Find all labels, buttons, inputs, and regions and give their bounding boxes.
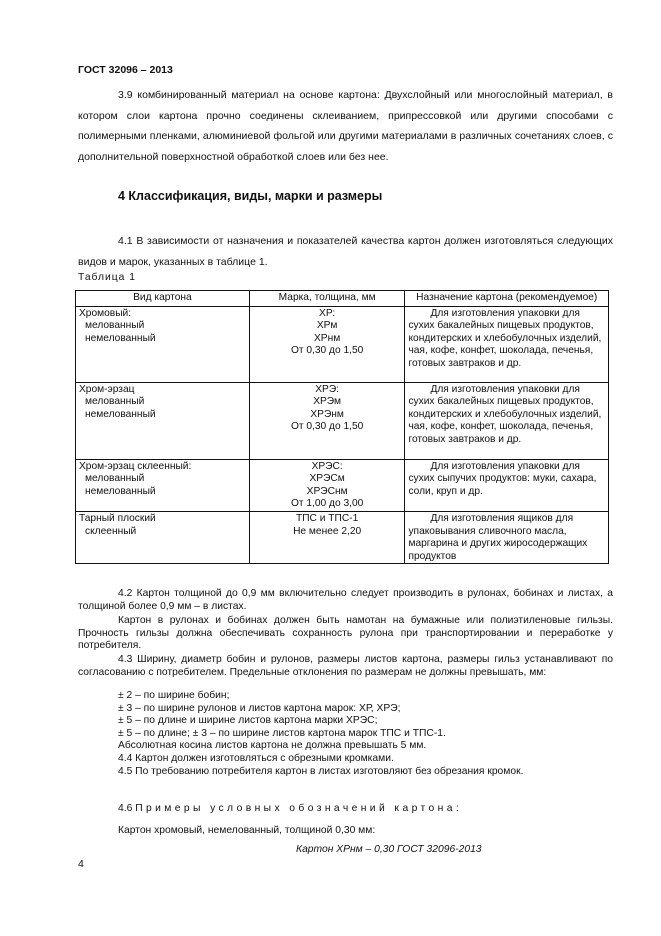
document-header: ГОСТ 32096 – 2013 [78,64,173,76]
tolerance-item: ± 5 – по длине и ширине листов картона марки ХРЭС; [118,715,378,727]
kind-subtype: мелованный [85,320,145,332]
mark-value: ХРЭм [313,396,342,408]
paragraph-3-9-text: комбинированный материал на основе картона: Двухслойный или многослойный материал, в котором слои картона прочно соединены склеиванием, припрессовкой или другими способами с полимерными пленками, алюминиевой фольгой или другими материалами в различных сочетаниях слоев, с дополнительной поверхностной обработкой слоев или без нее. [78,89,613,163]
cell-kind [76,306,250,382]
cell-purpose [405,459,609,511]
cell-kind [76,382,250,459]
cell-purpose [405,511,609,563]
cell-mark [249,306,405,382]
cell-purpose [405,306,609,382]
examples-label: Примеры условных обозначений картона: [135,803,463,814]
cell-mark [249,382,405,459]
purpose-text: Для изготовления упаковки для сухих бакалейных пищевых продуктов, кондитерских и хлебобулочных изделий, чая, кофе, конфет, шоколада, печенья, готовых завтраков и др. [408,307,602,369]
kind-name: Хром-эрзац [79,383,135,395]
paragraph-4-5: 4.5 По требованию потребителя картон в листах изготовляют без обрезания кромок. [118,765,524,777]
kind-name: Хром-эрзац склеенный: [79,460,192,472]
mark-value: ХРЭС: [311,460,343,472]
tolerance-item: ± 3 – по ширине рулонов и листов картона марок: ХР, ХРЭ; [118,702,401,714]
table-caption: Таблица 1 [78,272,136,283]
paragraph-4-2-continued: Картон в рулонах и бобинах должен быть намотан на бумажные или полиэтиленовые гильзы. Прочность гильзы должна обеспечивать сохранность рулона при транспортировании и переработке у потребителя. [78,615,613,652]
kind-subtype: немелованный [85,408,156,420]
mark-value: ТПС и ТПС-1 [296,512,359,524]
column-header-kind: Вид картона [76,291,250,307]
paragraph-4-6-number: 4.6 [118,803,133,814]
thickness-range: Не менее 2,20 [293,525,362,537]
thickness-range: От 0,30 до 1,50 [290,421,364,433]
kind-name: Тарный плоский [79,512,156,524]
purpose-text: Для изготовления упаковки для сухих бакалейных пищевых продуктов, кондитерских и хлебобулочных изделий, чая, кофе, конфет, шоколада, печенья, готовых завтраков и др. [408,383,602,445]
paragraph-4-6 [118,803,462,814]
thickness-range: От 0,30 до 1,50 [290,345,364,357]
purpose-text: Для изготовления упаковки для сухих сыпучих продуктов: муки, сахара, соли, круп и др. [408,460,597,497]
cell-mark [249,511,405,563]
paragraph-3-9-number: 3.9 [118,89,133,101]
thickness-range: От 1,00 до 3,00 [290,498,364,510]
paragraph-3-9 [78,85,613,167]
tolerance-item: ± 5 – по длине; ± 3 – по ширине листов картона марок ТПС и ТПС-1. [118,727,446,739]
classification-table [75,290,609,564]
page-number: 4 [78,858,84,870]
tolerance-item: ± 2 – по ширине бобин; [118,690,230,701]
paragraph-4-3: 4.3 Ширину, диаметр бобин и рулонов, размеры листов картона, размеры гильз устанавливают по согласованию с потребителем. Предельные отклонения по размерам не должны превышать, мм: [78,654,613,678]
table-row [76,306,609,382]
column-header-mark: Марка, толщина, мм [249,291,405,307]
section-title: 4 Классификация, виды, марки и размеры [118,189,383,203]
mark-value: ХРЭСнм [306,485,348,497]
mark-value: ХРЭ: [315,383,339,395]
example-description: Картон хромовый, немелованный, толщиной 0,30 мм: [118,825,376,836]
column-header-purpose: Назначение картона (рекомендуемое) [405,291,609,307]
kind-name: Хромовый: [79,307,132,319]
oblique-note: Абсолютная косина листов картона не должна превышать 5 мм. [118,740,427,752]
kind-subtype: склеенный [85,525,137,537]
kind-subtype: мелованный [85,396,145,408]
mark-value: ХРнм [314,332,341,344]
kind-subtype: мелованный [85,473,145,485]
example-designation: Картон ХРнм – 0,30 ГОСТ 32096-2013 [296,844,482,855]
table-row [76,511,609,563]
kind-subtype: немелованный [85,332,156,344]
paragraph-4-1: 4.1 В зависимости от назначения и показателей качества картон должен изготовляться следующих видов и марок, указанных в таблице 1. [78,235,613,268]
cell-purpose [405,382,609,459]
paragraph-4-4: 4.4 Картон должен изготовляться с обрезными кромками. [118,752,394,764]
kind-subtype: немелованный [85,485,156,497]
tolerance-list [118,690,613,778]
paragraph-4-2: 4.2 Картон толщиной до 0,9 мм включительно следует производить в рулонах, бобинах и листах, а толщиной более 0,9 мм – в листах. [78,588,613,612]
table-header-row [76,291,609,307]
mark-value: ХРм [316,320,338,332]
mark-value: ХР: [319,307,336,319]
cell-kind [76,511,250,563]
mark-value: ХРЭнм [310,408,344,420]
table-row [76,382,609,459]
purpose-text: Для изготовления ящиков для упаковывания сливочного масла, маргарина и других жиросодержащих продуктов [408,512,588,562]
table-row [76,459,609,511]
mark-value: ХРЭСм [309,473,345,485]
cell-mark [249,459,405,511]
cell-kind [76,459,250,511]
